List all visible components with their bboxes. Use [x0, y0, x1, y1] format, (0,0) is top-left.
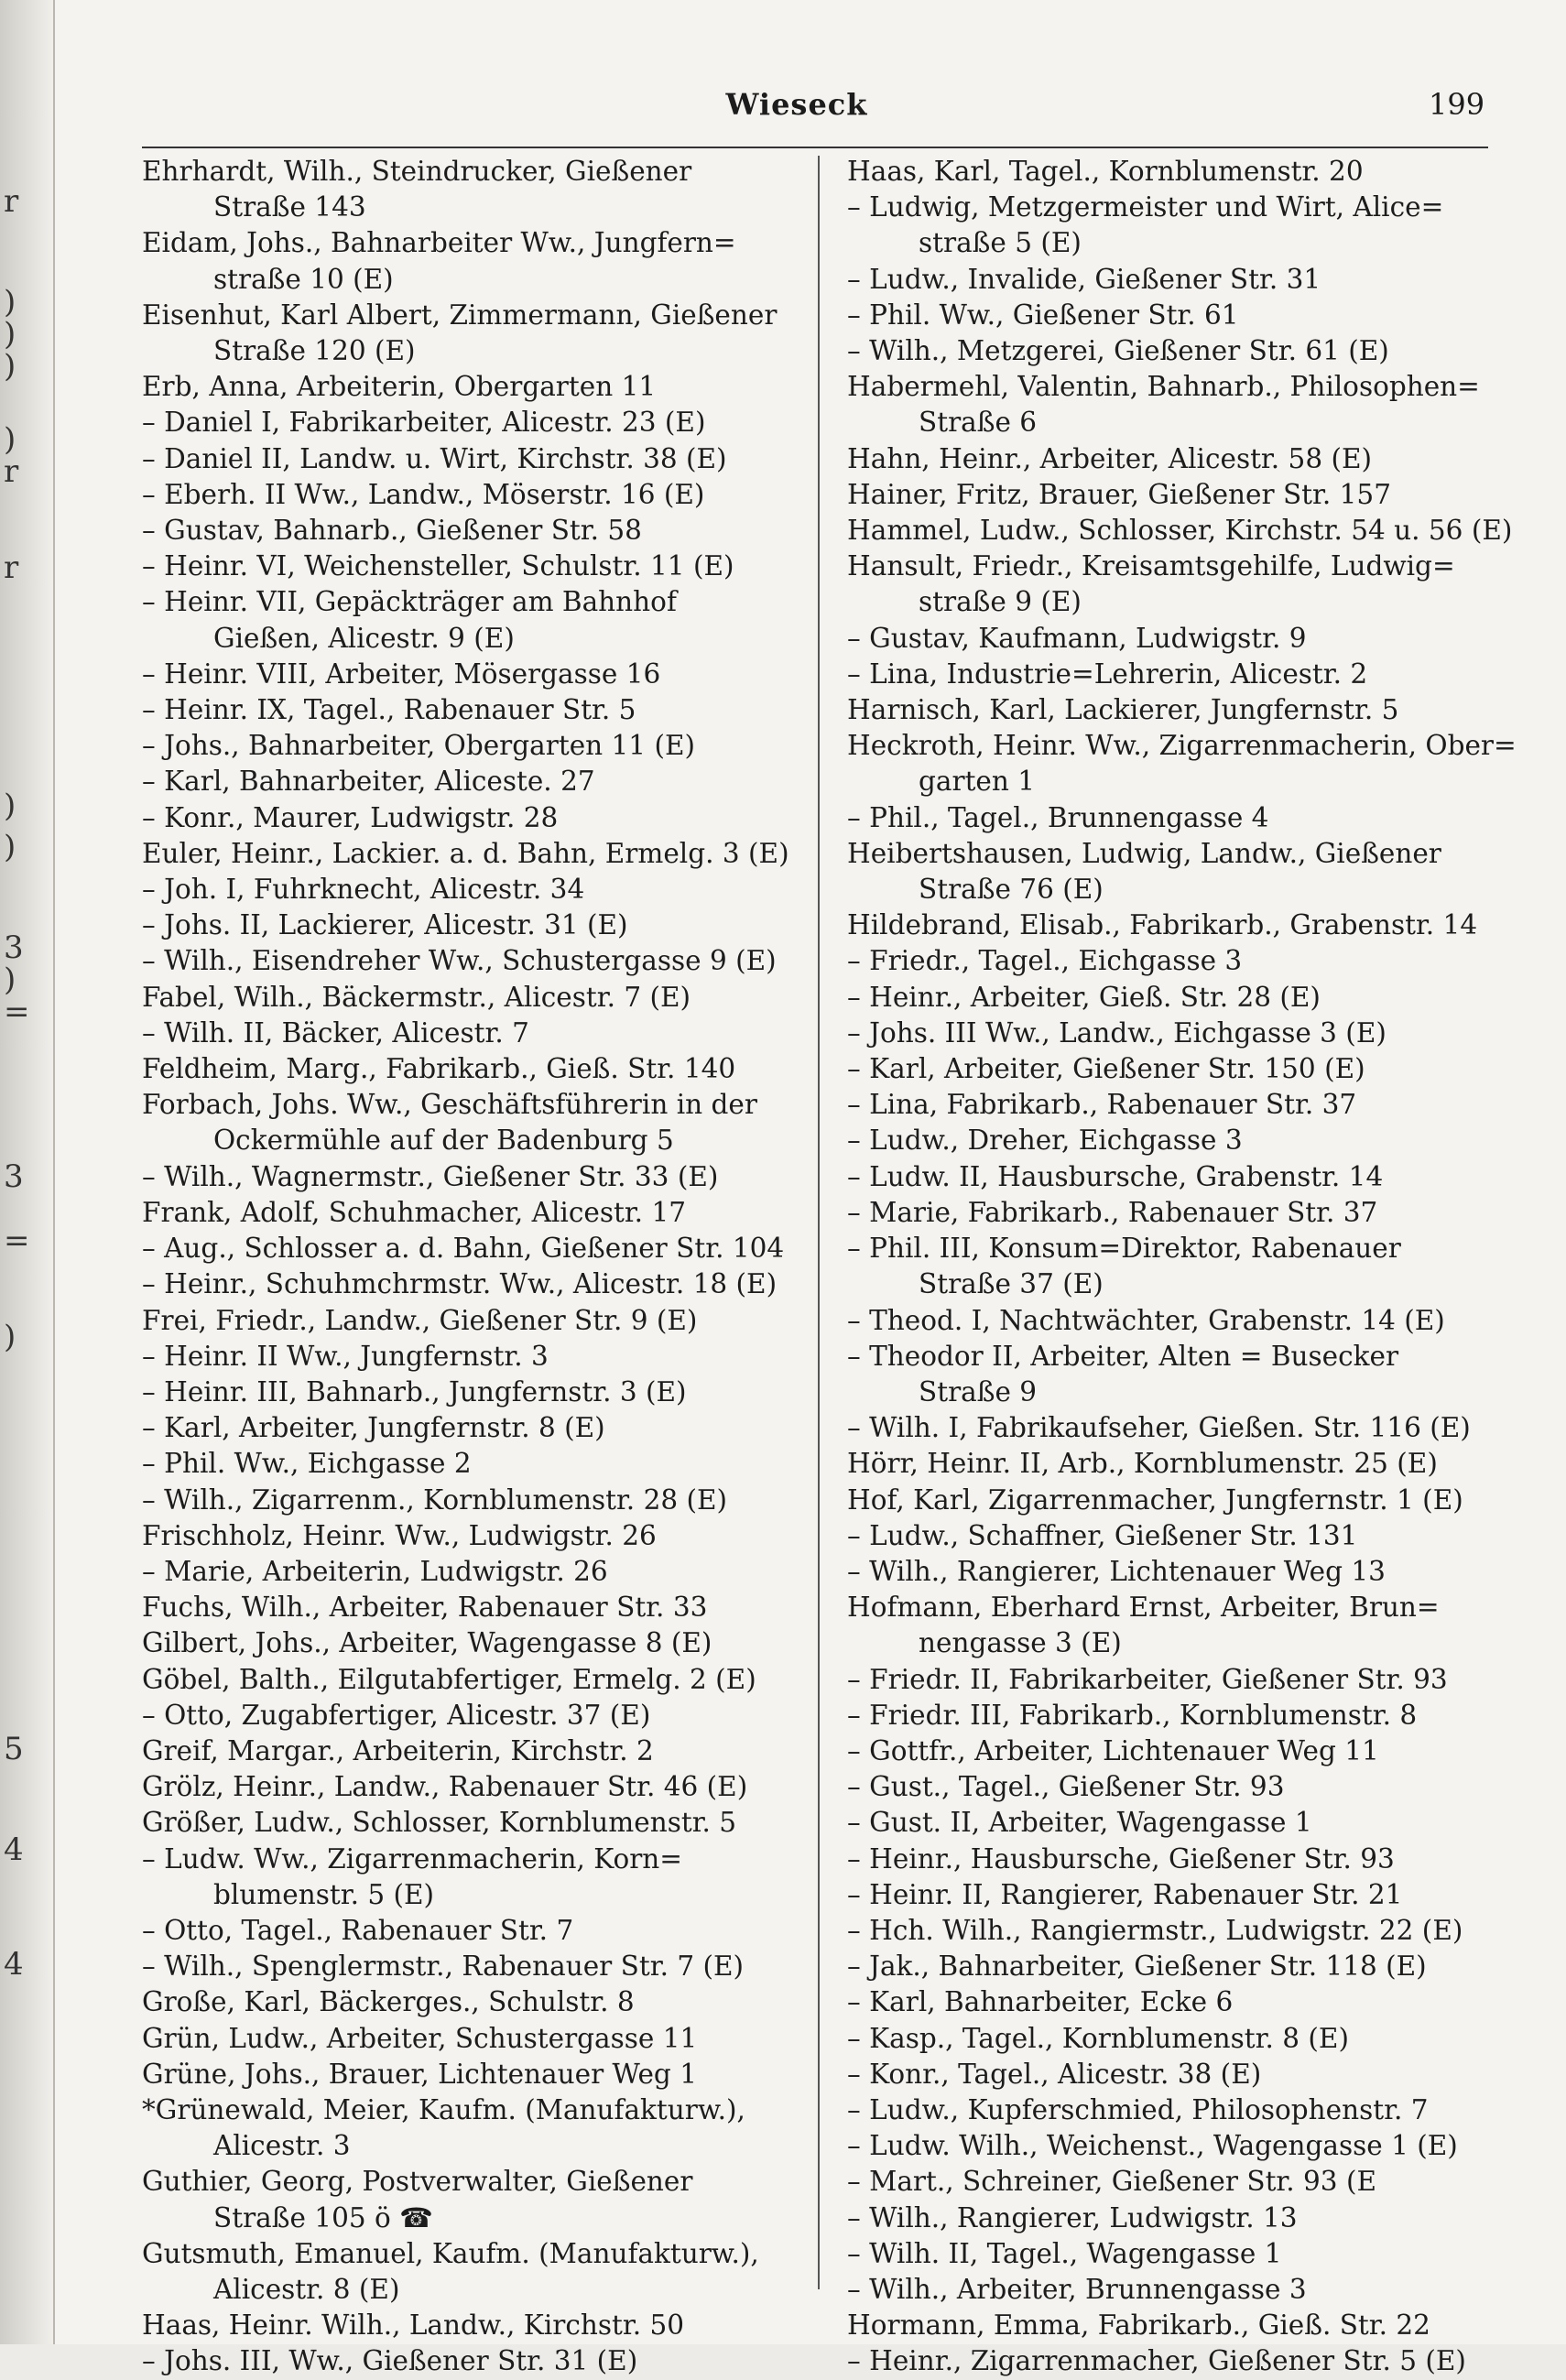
- directory-entry-continuation: straße 10 (E): [213, 263, 394, 295]
- header-rule: [142, 147, 1488, 148]
- directory-entry: Grün, Ludw., Arbeiter, Schustergasse 11: [142, 2022, 698, 2054]
- directory-entry: Ehrhardt, Wilh., Steindrucker, Gießener: [142, 156, 692, 187]
- directory-entry: Fabel, Wilh., Bäckermstr., Alicestr. 7 (E): [142, 981, 691, 1013]
- directory-entry-continuation: blumenstr. 5 (E): [213, 1878, 435, 1910]
- directory-entry: Größer, Ludw., Schlosser, Kornblumenstr. 5: [142, 1807, 737, 1839]
- directory-entry: – Wilh., Zigarrenm., Kornblumenstr. 28 (E): [142, 1483, 728, 1516]
- directory-entry: – Heinr. II, Rangierer, Rabenauer Str. 21: [847, 1878, 1403, 1910]
- directory-entry: – Daniel II, Landw. u. Wirt, Kirchstr. 38 (E): [142, 442, 727, 474]
- directory-entry: – Eberh. II Ww., Landw., Möserstr. 16 (E): [142, 478, 705, 510]
- page-number: 199: [1429, 87, 1485, 122]
- directory-entry: Göbel, Balth., Eilgutabfertiger, Ermelg. 2 (E): [142, 1663, 756, 1695]
- directory-entry: Große, Karl, Bäckerges., Schulstr. 8: [142, 1986, 635, 2018]
- directory-entry: Erb, Anna, Arbeiterin, Obergarten 11: [142, 371, 657, 403]
- margin-mark: =: [4, 1223, 30, 1259]
- directory-entry: – Ludw., Invalide, Gießener Str. 31: [847, 263, 1321, 295]
- directory-entry: Hofmann, Eberhard Ernst, Arbeiter, Brun=: [847, 1592, 1440, 1624]
- margin-mark: r: [4, 549, 19, 586]
- directory-entry: – Wilh., Eisendreher Ww., Schustergasse 9 (E): [142, 945, 777, 977]
- column-divider: [818, 156, 820, 2289]
- directory-entry-continuation: straße 9 (E): [919, 586, 1082, 618]
- directory-entry: Frank, Adolf, Schuhmacher, Alicestr. 17: [142, 1196, 686, 1228]
- directory-entry-continuation: Straße 120 (E): [213, 335, 416, 367]
- directory-entry: – Phil. Ww., Gießener Str. 61: [847, 299, 1239, 331]
- directory-entry: – Heinr. VII, Gepäckträger am Bahnhof: [142, 586, 677, 618]
- directory-entry: – Gustav, Bahnarb., Gießener Str. 58: [142, 515, 642, 547]
- directory-entry: – Daniel I, Fabrikarbeiter, Alicestr. 23 (E): [142, 407, 706, 439]
- margin-mark: r: [4, 183, 19, 220]
- directory-entry: – Friedr. II, Fabrikarbeiter, Gießener Str. 93: [847, 1663, 1448, 1695]
- directory-entry: – Heinr. IX, Tagel., Rabenauer Str. 5: [142, 694, 636, 726]
- directory-entry: – Wilh., Wagnermstr., Gießener Str. 33 (E): [142, 1160, 719, 1192]
- directory-entry: – Wilh., Arbeiter, Brunnengasse 3: [847, 2273, 1307, 2305]
- directory-entry: – Otto, Zugabfertiger, Alicestr. 37 (E): [142, 1699, 651, 1731]
- directory-entry: – Johs., Bahnarbeiter, Obergarten 11 (E): [142, 730, 696, 762]
- directory-entry: Heibertshausen, Ludwig, Landw., Gießener: [847, 837, 1441, 869]
- directory-entry: Hof, Karl, Zigarrenmacher, Jungfernstr. 1 (E): [847, 1483, 1463, 1516]
- directory-entry: – Phil. Ww., Eichgasse 2: [142, 1448, 472, 1480]
- directory-entry: – Johs. III, Ww., Gießener Str. 31 (E): [142, 2345, 638, 2377]
- directory-entry: – Johs. II, Lackierer, Alicestr. 31 (E): [142, 909, 628, 941]
- directory-entry: – Ludw. II, Hausbursche, Grabenstr. 14: [847, 1160, 1384, 1192]
- directory-entry: – Heinr., Hausbursche, Gießener Str. 93: [847, 1842, 1395, 1875]
- right-column: [847, 154, 1517, 2380]
- directory-entry: – Marie, Fabrikarb., Rabenauer Str. 37: [847, 1196, 1378, 1228]
- directory-entry: Haas, Heinr. Wilh., Landw., Kirchstr. 50: [142, 2309, 685, 2342]
- directory-entry: Frischholz, Heinr. Ww., Ludwigstr. 26: [142, 1519, 657, 1551]
- directory-entry: Hildebrand, Elisab., Fabrikarb., Grabenstr. 14: [847, 909, 1478, 941]
- directory-entry: – Heinr., Zigarrenmacher, Gießener Str. 5 (E): [847, 2345, 1466, 2377]
- directory-entry: – Wilh., Rangierer, Lichtenauer Weg 13: [847, 1555, 1386, 1587]
- margin-mark: ): [4, 829, 16, 865]
- directory-entry: – Ludwig, Metzgermeister und Wirt, Alice=: [847, 191, 1444, 223]
- margin-mark: r: [4, 453, 19, 490]
- directory-entry: Fuchs, Wilh., Arbeiter, Rabenauer Str. 33: [142, 1592, 708, 1624]
- directory-entry: – Wilh., Metzgerei, Gießener Str. 61 (E): [847, 335, 1389, 367]
- directory-entry: – Gust. II, Arbeiter, Wagengasse 1: [847, 1807, 1312, 1839]
- directory-entry: – Karl, Bahnarbeiter, Aliceste. 27: [142, 766, 595, 798]
- directory-entry-continuation: Straße 6: [919, 407, 1038, 439]
- directory-entry: – Karl, Arbeiter, Gießener Str. 150 (E): [847, 1053, 1365, 1085]
- directory-entry: – Lina, Fabrikarb., Rabenauer Str. 37: [847, 1089, 1357, 1121]
- directory-entry: – Heinr. VI, Weichensteller, Schulstr. 11 (E): [142, 550, 734, 582]
- directory-entry: Grüne, Johs., Brauer, Lichtenauer Weg 1: [142, 2058, 697, 2090]
- margin-mark: ): [4, 1319, 16, 1355]
- directory-entry: – Ludw., Schaffner, Gießener Str. 131: [847, 1519, 1358, 1551]
- directory-entry: – Heinr. VIII, Arbeiter, Mösergasse 16: [142, 657, 661, 690]
- directory-entry-continuation: Ockermühle auf der Badenburg 5: [213, 1125, 674, 1157]
- directory-entry: – Wilh., Rangierer, Ludwigstr. 13: [847, 2201, 1298, 2233]
- directory-entry: Habermehl, Valentin, Bahnarb., Philosophen=: [847, 371, 1480, 403]
- directory-entry: Greif, Margar., Arbeiterin, Kirchstr. 2: [142, 1734, 654, 1766]
- directory-entry: – Ludw., Dreher, Eichgasse 3: [847, 1125, 1243, 1157]
- directory-entry: Hormann, Emma, Fabrikarb., Gieß. Str. 22: [847, 2309, 1430, 2342]
- directory-entry: – Heinr. II Ww., Jungfernstr. 3: [142, 1340, 549, 1372]
- directory-entry-continuation: garten 1: [919, 766, 1036, 798]
- running-head: [0, 87, 1566, 133]
- directory-entry-continuation: Alicestr. 8 (E): [213, 2273, 400, 2305]
- margin-mark: 5: [4, 1731, 24, 1767]
- directory-entry: Hainer, Fritz, Brauer, Gießener Str. 157: [847, 478, 1391, 510]
- margin-mark: 3: [4, 929, 24, 966]
- directory-entry: Gutsmuth, Emanuel, Kaufm. (Manufakturw.),: [142, 2237, 759, 2269]
- directory-entry: Frei, Friedr., Landw., Gießener Str. 9 (E): [142, 1304, 698, 1336]
- directory-entry-continuation: Straße 105 ö ☎: [213, 2201, 433, 2233]
- directory-entry: Feldheim, Marg., Fabrikarb., Gieß. Str. 140: [142, 1053, 736, 1085]
- directory-entry: – Heinr., Schuhmchrmstr. Ww., Alicestr. 18 (E): [142, 1268, 778, 1300]
- directory-entry: – Karl, Bahnarbeiter, Ecke 6: [847, 1986, 1234, 2018]
- directory-entry-continuation: Straße 76 (E): [919, 874, 1104, 906]
- directory-entry: – Phil., Tagel., Brunnengasse 4: [847, 801, 1269, 833]
- directory-entry: – Friedr., Tagel., Eichgasse 3: [847, 945, 1243, 977]
- margin-mark: ): [4, 316, 16, 353]
- directory-entry: Haas, Karl, Tagel., Kornblumenstr. 20: [847, 156, 1364, 187]
- directory-entry: Hansult, Friedr., Kreisamtsgehilfe, Ludwig=: [847, 550, 1455, 582]
- directory-entry: – Ludw., Kupferschmied, Philosophenstr. 7: [847, 2093, 1429, 2125]
- directory-entry: Hahn, Heinr., Arbeiter, Alicestr. 58 (E): [847, 442, 1373, 474]
- margin-mark: ): [4, 962, 16, 998]
- directory-entry: – Konr., Tagel., Alicestr. 38 (E): [847, 2058, 1262, 2090]
- directory-entry: Eisenhut, Karl Albert, Zimmermann, Gießener: [142, 299, 778, 331]
- directory-entry: – Aug., Schlosser a. d. Bahn, Gießener Str. 104: [142, 1233, 785, 1265]
- margin-mark: ): [4, 348, 16, 385]
- directory-entry-continuation: Straße 37 (E): [919, 1268, 1104, 1300]
- directory-entry: – Hch. Wilh., Rangiermstr., Ludwigstr. 22 (E): [847, 1914, 1463, 1946]
- directory-entry: Euler, Heinr., Lackier. a. d. Bahn, Ermelg. 3 (E): [142, 837, 789, 869]
- directory-entry: – Mart., Schreiner, Gießener Str. 93 (E: [847, 2166, 1377, 2198]
- directory-entry: – Friedr. III, Fabrikarb., Kornblumenstr. 8: [847, 1699, 1418, 1731]
- left-column: [142, 154, 815, 2380]
- directory-entry: – Theod. I, Nachtwächter, Grabenstr. 14 (E): [847, 1304, 1445, 1336]
- directory-entry-continuation: Straße 143: [213, 191, 366, 223]
- directory-entry: – Wilh. II, Tagel., Wagengasse 1: [847, 2237, 1282, 2269]
- directory-entry-continuation: Alicestr. 3: [213, 2130, 351, 2162]
- directory-entry: Forbach, Johs. Ww., Geschäftsführerin in der: [142, 1089, 757, 1121]
- directory-entry: – Ludw. Wilh., Weichenst., Wagengasse 1 (E): [847, 2130, 1458, 2162]
- directory-entry: – Karl, Arbeiter, Jungfernstr. 8 (E): [142, 1412, 605, 1444]
- directory-entry: – Kasp., Tagel., Kornblumenstr. 8 (E): [847, 2022, 1349, 2054]
- directory-entry: – Heinr., Arbeiter, Gieß. Str. 28 (E): [847, 981, 1321, 1013]
- directory-entry: Heckroth, Heinr. Ww., Zigarrenmacherin, Ober=: [847, 730, 1517, 762]
- directory-entry: *Grünewald, Meier, Kaufm. (Manufakturw.),: [142, 2093, 745, 2125]
- directory-entry-continuation: Straße 9: [919, 1375, 1038, 1407]
- margin-mark: 3: [4, 1158, 24, 1195]
- directory-entry: – Gottfr., Arbeiter, Lichtenauer Weg 11: [847, 1734, 1379, 1766]
- directory-entry-continuation: nengasse 3 (E): [919, 1627, 1122, 1659]
- margin-mark: 4: [4, 1946, 24, 1983]
- directory-entry: Harnisch, Karl, Lackierer, Jungfernstr. 5: [847, 694, 1399, 726]
- directory-entry: – Joh. I, Fuhrknecht, Alicestr. 34: [142, 874, 585, 906]
- directory-entry: – Lina, Industrie=Lehrerin, Alicestr. 2: [847, 657, 1368, 690]
- margin-mark: 4: [4, 1831, 24, 1868]
- directory-entry: – Phil. III, Konsum=Direktor, Rabenauer: [847, 1233, 1401, 1265]
- directory-entry: – Otto, Tagel., Rabenauer Str. 7: [142, 1914, 574, 1946]
- directory-entry: – Jak., Bahnarbeiter, Gießener Str. 118 (E): [847, 1951, 1427, 1983]
- margin-mark: ): [4, 788, 16, 824]
- directory-entry: – Gustav, Kaufmann, Ludwigstr. 9: [847, 622, 1307, 654]
- directory-entry: Eidam, Johs., Bahnarbeiter Ww., Jungfern=: [142, 227, 736, 259]
- directory-entry: Grölz, Heinr., Landw., Rabenauer Str. 46 (E): [142, 1771, 748, 1803]
- directory-entry-continuation: Gießen, Alicestr. 9 (E): [213, 622, 515, 654]
- directory-entry: – Johs. III Ww., Landw., Eichgasse 3 (E): [847, 1016, 1387, 1049]
- directory-entry: Hammel, Ludw., Schlosser, Kirchstr. 54 u. 56 (E): [847, 515, 1513, 547]
- directory-entry: – Theodor II, Arbeiter, Alten = Busecker: [847, 1340, 1399, 1372]
- directory-entry: – Konr., Maurer, Ludwigstr. 28: [142, 801, 559, 833]
- directory-entry: – Wilh., Spenglermstr., Rabenauer Str. 7 (E): [142, 1951, 745, 1983]
- directory-entry: – Wilh. II, Bäcker, Alicestr. 7: [142, 1016, 529, 1049]
- directory-entry: Gilbert, Johs., Arbeiter, Wagengasse 8 (E): [142, 1627, 712, 1659]
- page-title: Wieseck: [725, 87, 868, 122]
- directory-entry: – Gust., Tagel., Gießener Str. 93: [847, 1771, 1285, 1803]
- directory-entry: Hörr, Heinr. II, Arb., Kornblumenstr. 25 (E): [847, 1448, 1438, 1480]
- directory-entry: – Ludw. Ww., Zigarrenmacherin, Korn=: [142, 1842, 683, 1875]
- directory-entry: – Marie, Arbeiterin, Ludwigstr. 26: [142, 1555, 608, 1587]
- directory-entry: – Wilh. I, Fabrikaufseher, Gießen. Str. 116 (E): [847, 1412, 1471, 1444]
- margin-mark: ): [4, 421, 16, 458]
- directory-entry-continuation: straße 5 (E): [919, 227, 1082, 259]
- margin-mark: =: [4, 994, 30, 1030]
- margin-mark: ): [4, 284, 16, 321]
- directory-entry: Guthier, Georg, Postverwalter, Gießener: [142, 2166, 693, 2198]
- directory-entry: – Heinr. III, Bahnarb., Jungfernstr. 3 (E): [142, 1375, 687, 1407]
